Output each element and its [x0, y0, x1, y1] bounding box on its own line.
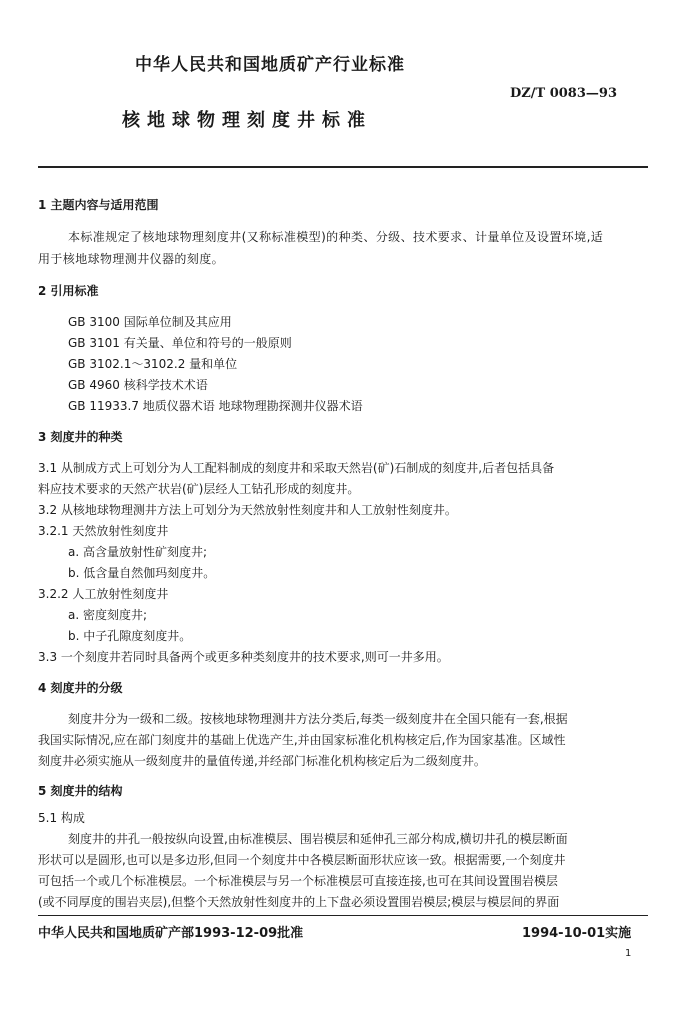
standard-code: DZ/T 0083—93 [510, 86, 617, 101]
effective-date: 1994-10-01实施 [522, 926, 632, 941]
list-item-b: b. 低含量自然伽玛刻度井。 [68, 566, 216, 580]
section-2-heading: 2 引用标准 [38, 284, 99, 298]
section-5-paragraph-line: (或不同厚度的围岩夹层),但整个天然放射性刻度井的上下盘必须设置围岩模层;模层与模层间的界面 [38, 895, 560, 909]
section-1-heading: 1 主题内容与适用范围 [38, 198, 159, 212]
section-3-heading: 3 刻度井的种类 [38, 430, 123, 444]
reference-item: GB 3101 有关量、单位和符号的一般原则 [68, 336, 292, 350]
clause-3-1-line: 料应技术要求的天然产状岩(矿)层经人工钻孔形成的刻度井。 [38, 482, 360, 496]
section-1-paragraph-line: 用于核地球物理测井仪器的刻度。 [38, 252, 225, 266]
clause-5-1: 5.1 构成 [38, 811, 85, 825]
page-number: 1 [625, 948, 632, 959]
reference-item: GB 3102.1～3102.2 量和单位 [68, 357, 238, 371]
reference-item: GB 4960 核科学技术术语 [68, 378, 208, 392]
reference-item: GB 11933.7 地质仪器术语 地球物理勘探测井仪器术语 [68, 399, 363, 413]
section-4-paragraph-line: 我国实际情况,应在部门刻度井的基础上优选产生,并由国家标准化机构核定后,作为国家基准。区域性 [38, 733, 566, 747]
clause-3-1-line: 3.1 从制成方式上可划分为人工配料制成的刻度井和采取天然岩(矿)石制成的刻度井,后者包括具备 [38, 461, 555, 475]
clause-3-3: 3.3 一个刻度井若同时具备两个或更多种类刻度井的技术要求,则可一井多用。 [38, 650, 449, 664]
clause-3-2-2: 3.2.2 人工放射性刻度井 [38, 587, 169, 601]
section-4-heading: 4 刻度井的分级 [38, 681, 123, 695]
list-item-a: a. 高含量放射性矿刻度井; [68, 545, 208, 559]
header-divider [38, 166, 648, 168]
section-5-paragraph-line: 可包括一个或几个标准模层。一个标准模层与另一个标准模层可直接连接,也可在其间设置围岩模层 [38, 874, 558, 888]
section-1-paragraph-line: 本标准规定了核地球物理刻度井(又称标准模型)的种类、分级、技术要求、计量单位及设置环境,适 [68, 230, 604, 244]
ministry-header: 中华人民共和国地质矿产行业标准 [135, 55, 405, 75]
approval-line: 中华人民共和国地质矿产部1993-12-09批准 [38, 926, 304, 941]
reference-item: GB 3100 国际单位制及其应用 [68, 315, 232, 329]
section-4-paragraph-line: 刻度井分为一级和二级。按核地球物理测井方法分类后,每类一级刻度井在全国只能有一套,根据 [68, 712, 568, 726]
clause-3-2: 3.2 从核地球物理测井方法上可划分为天然放射性刻度井和人工放射性刻度井。 [38, 503, 457, 517]
section-5-heading: 5 刻度井的结构 [38, 784, 123, 798]
clause-3-2-1: 3.2.1 天然放射性刻度井 [38, 524, 169, 538]
section-5-paragraph-line: 形状可以是圆形,也可以是多边形,但同一个刻度井中各模层断面形状应该一致。根据需要,一个刻度井 [38, 853, 566, 867]
document-title: 核地球物理刻度井标准 [122, 110, 372, 131]
section-5-paragraph-line: 刻度井的井孔一般按纵向设置,由标准模层、围岩模层和延伸孔三部分构成,横切井孔的模层断面 [68, 832, 568, 846]
footer-divider [38, 915, 648, 916]
list-item-b: b. 中子孔隙度刻度井。 [68, 629, 192, 643]
section-4-paragraph-line: 刻度井必须实施从一级刻度井的量值传递,并经部门标准化机构核定后为二级刻度井。 [38, 754, 486, 768]
list-item-a: a. 密度刻度井; [68, 608, 148, 622]
